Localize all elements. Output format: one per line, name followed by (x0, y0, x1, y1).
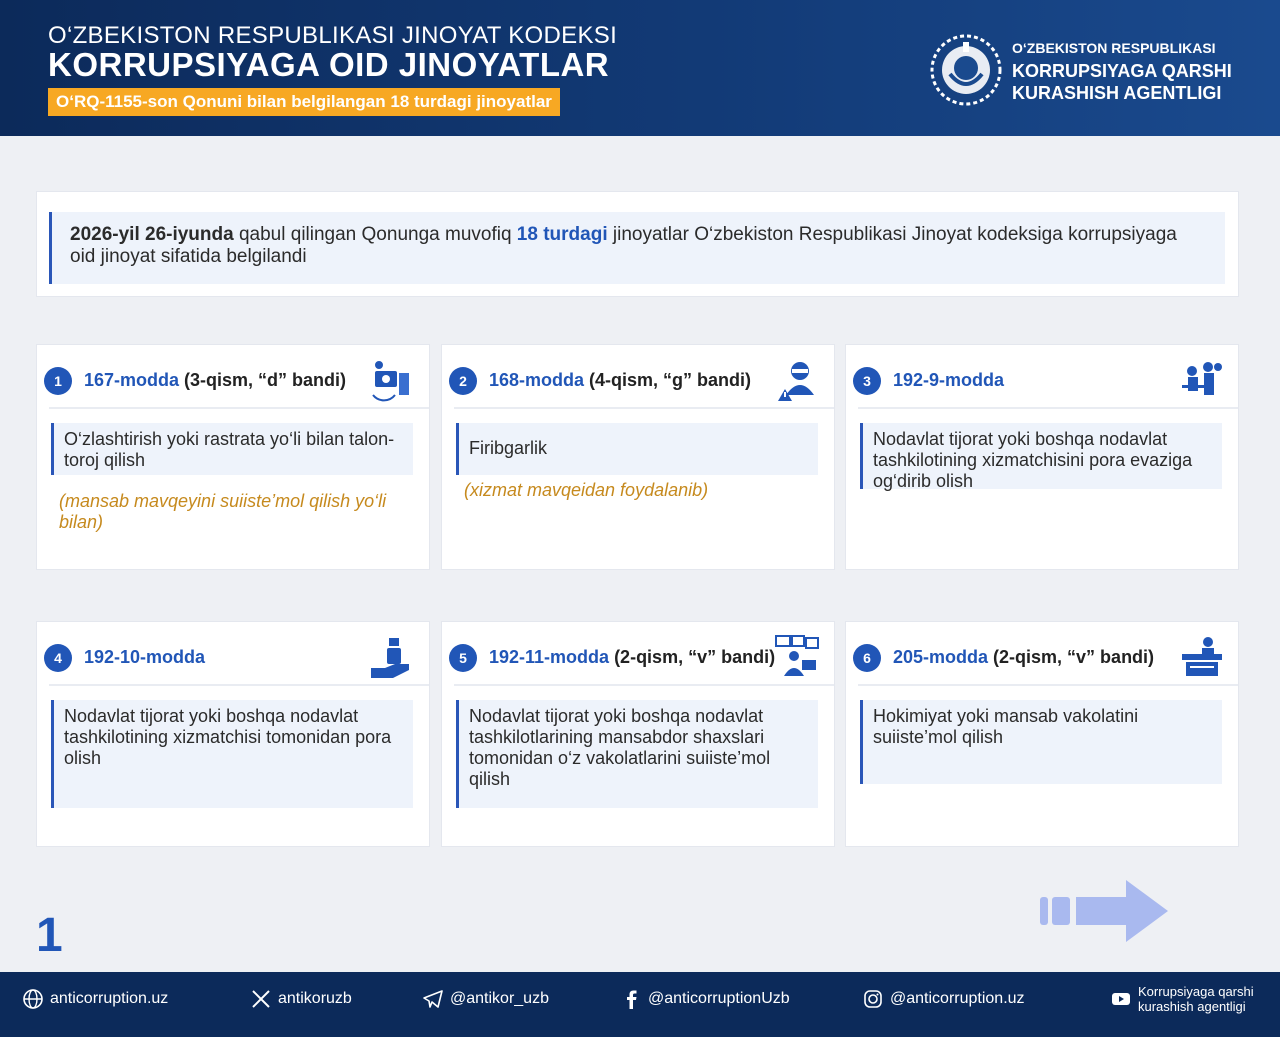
page-number: 1 (36, 909, 63, 962)
article-card (845, 344, 1239, 570)
footer-website[interactable] (22, 988, 168, 1010)
article-number: 192-10-modda (84, 647, 206, 667)
article-card (36, 621, 430, 847)
office-people-icon (1178, 357, 1224, 403)
x-logo-icon (250, 988, 272, 1010)
article-card (36, 344, 430, 570)
article-card (441, 344, 835, 570)
money-cycle-icon (369, 357, 415, 403)
website-label: anticorruption.uz (50, 990, 169, 1007)
card-divider (858, 684, 1238, 686)
card-title (893, 370, 1004, 391)
youtube-icon (1110, 988, 1132, 1010)
card-note: (mansab mavqeyini suiiste’mol qilish yo‘li bilan) (59, 491, 387, 532)
agency-line3: KURASHISH AGENTLIGI (1012, 83, 1222, 103)
article-card (441, 621, 835, 847)
facebook-label: @anticorruptionUzb (648, 990, 790, 1007)
x-label: antikoruzb (278, 990, 352, 1007)
footer-instagram[interactable] (862, 988, 1025, 1010)
card-divider (49, 407, 429, 409)
intro-count: 18 turdagi (516, 224, 608, 245)
card-description: O‘zlashtirish yoki rastrata yo‘li bilan talon-toroj qilish (51, 423, 413, 475)
header-supertitle: O‘ZBEKISTON RESPUBLIKASI JINOYAT KODEKSI (48, 22, 618, 49)
article-number: 192-9-modda (893, 370, 1005, 390)
youtube-line1: Korrupsiyaga qarshi (1138, 984, 1254, 999)
card-divider (858, 407, 1238, 409)
footer-x[interactable] (250, 988, 352, 1010)
youtube-line2: kurashish agentligi (1138, 999, 1246, 1014)
article-part: (2-qism, “v” bandi) (988, 647, 1155, 667)
official-desk-icon (1178, 634, 1224, 680)
computer-worker-icon (774, 634, 820, 680)
fraudster-icon (774, 357, 820, 403)
header-banner (0, 0, 1280, 136)
article-number: 205-modda (893, 647, 989, 667)
card-number: 6 (853, 644, 881, 672)
card-title (489, 647, 775, 668)
card-note: (xizmat mavqeidan foydalanib) (464, 480, 709, 500)
telegram-label: @antikor_uzb (450, 990, 549, 1007)
intro-text (49, 212, 1225, 284)
footer-facebook[interactable] (620, 988, 790, 1010)
instagram-label: @anticorruption.uz (890, 990, 1025, 1007)
intro-card (36, 191, 1239, 297)
card-number: 4 (44, 644, 72, 672)
telegram-icon (422, 988, 444, 1010)
card-title (893, 647, 1154, 668)
card-description: Firibgarlik (456, 423, 818, 475)
article-number: 168-modda (489, 370, 585, 390)
card-title (84, 370, 346, 391)
intro-text2: jinoyatlar O‘zbekiston Respublikasi Jinoyat kodeksiga korrupsiyaga oid jinoyat sifatida belgilandi (70, 224, 1177, 267)
next-arrow-icon[interactable] (1040, 878, 1170, 944)
card-description: Nodavlat tijorat yoki boshqa nodavlat tashkilotining xizmatchisini pora evaziga og‘dirib olish (860, 423, 1222, 489)
card-title (489, 370, 751, 391)
footer-telegram[interactable] (422, 988, 549, 1010)
card-number: 2 (449, 367, 477, 395)
state-emblem-icon (930, 34, 1002, 106)
article-part: (2-qism, “v” bandi) (609, 647, 776, 667)
facebook-icon (620, 988, 642, 1010)
article-card (845, 621, 1239, 847)
card-number: 1 (44, 367, 72, 395)
footer (0, 972, 1280, 1037)
intro-date: 2026-yil 26-iyunda (70, 224, 234, 245)
header-title: KORRUPSIYAGA OID JINOYATLAR (48, 46, 610, 83)
card-divider (454, 407, 834, 409)
header-badge: O‘RQ-1155-son Qonuni bilan belgilangan 18 turdagi jinoyatlar (48, 88, 560, 116)
intro-text1: qabul qilingan Qonunga muvofiq (233, 224, 517, 245)
card-divider (49, 684, 429, 686)
card-description: Nodavlat tijorat yoki boshqa nodavlat tashkilotlarining mansabdor shaxslari tomonidan o‘z vakolatlarini suiiste’mol qilish (456, 700, 818, 808)
instagram-icon (862, 988, 884, 1010)
article-part: (4-qism, “g” bandi) (584, 370, 752, 390)
agency-name (1012, 40, 1232, 104)
card-number: 5 (449, 644, 477, 672)
card-description: Hokimiyat yoki mansab vakolatini suiiste’mol qilish (860, 700, 1222, 784)
footer-youtube[interactable] (1110, 984, 1254, 1014)
card-number: 3 (853, 367, 881, 395)
globe-icon (22, 988, 44, 1010)
card-title (84, 647, 205, 668)
card-description: Nodavlat tijorat yoki boshqa nodavlat tashkilotining xizmatchisi tomonidan pora olish (51, 700, 413, 808)
card-divider (454, 684, 834, 686)
article-number: 167-modda (84, 370, 180, 390)
youtube-label (1138, 984, 1254, 1014)
article-part: (3-qism, “d” bandi) (179, 370, 347, 390)
agency-line2: KORRUPSIYAGA QARSHI (1012, 61, 1232, 81)
bribe-hand-icon (369, 634, 415, 680)
article-number: 192-11-modda (489, 647, 610, 667)
agency-line1: O‘ZBEKISTON RESPUBLIKASI (1012, 40, 1216, 56)
